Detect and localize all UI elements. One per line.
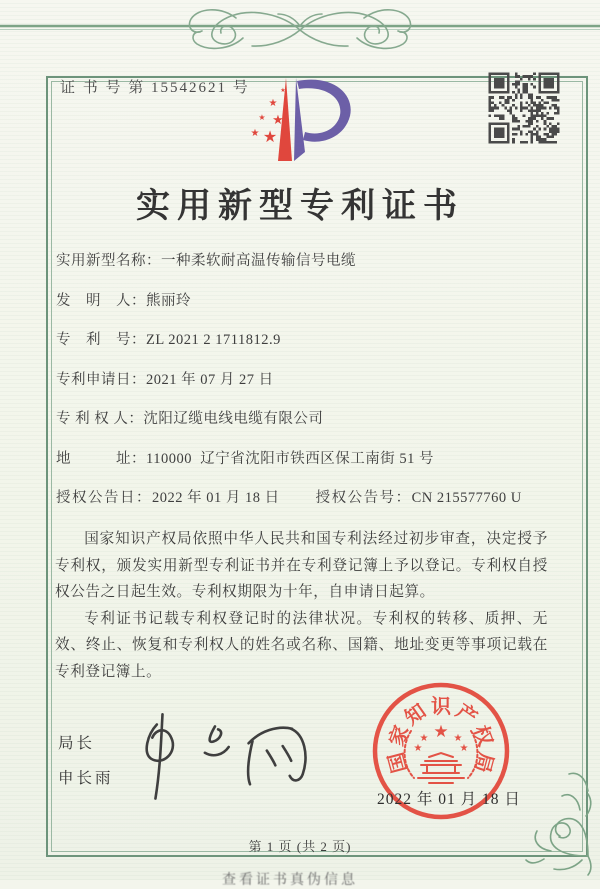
svg-text:★: ★: [453, 733, 463, 744]
seal-char: 识: [431, 696, 451, 718]
svg-text:★: ★: [419, 733, 429, 744]
field-value: ZL 2021 2 1711812.9: [146, 332, 281, 348]
seal-char: 家: [385, 722, 414, 750]
svg-text:★: ★: [262, 127, 278, 146]
field-label: 专 利 权 人：: [56, 411, 144, 427]
field-row-patentee: [56, 407, 561, 433]
field-label: 地 址：: [56, 450, 146, 467]
legal-paragraph-1: 国家知识产权局依照中华人民共和国专利法经过初步审查，决定授予专利权，颁发实用新型专利证书并在专利登记簿上予以登记。专利权自授权公告之日起生效。专利权期限为十年，自申请日起算。: [55, 531, 548, 600]
field-row-inventor: [56, 289, 561, 315]
grant-number-value: CN 215577760 U: [411, 490, 522, 506]
svg-text:★: ★: [280, 87, 286, 94]
director-title: 局长: [58, 735, 96, 752]
seal-char: 国: [385, 749, 412, 775]
seal-char: 知: [401, 700, 431, 730]
issue-date: 2022 年 01 月 18 日: [377, 791, 521, 808]
page-number: 第 1 页 (共 2 页): [248, 839, 352, 854]
field-value: 熊丽玲: [146, 292, 191, 309]
seal-char: 局: [470, 749, 497, 775]
qr-code: [486, 70, 562, 146]
national-emblem: [405, 722, 478, 783]
svg-text:★: ★: [433, 722, 449, 742]
top-flourish-ornament: [0, 2, 600, 54]
cnipa-logo: [233, 74, 365, 170]
svg-text:★: ★: [250, 128, 260, 139]
svg-text:★: ★: [413, 743, 423, 754]
director-signature: [128, 706, 328, 806]
field-list: [56, 249, 561, 512]
field-row-filing-date: [56, 368, 561, 394]
svg-text:★: ★: [268, 98, 278, 109]
field-label: 专 利 号：: [56, 332, 146, 348]
field-row-name: [56, 249, 561, 275]
field-label: 专利申请日：: [56, 371, 146, 388]
next-page-text-fragment: 查看证书真伪信息: [222, 873, 358, 888]
field-label: 发 明 人：: [56, 292, 146, 309]
seal-char: 权: [468, 722, 497, 750]
legal-text-block: [55, 526, 548, 685]
field-label: 实用新型名称：: [56, 253, 161, 269]
field-value: 沈阳辽缆电线电缆有限公司: [143, 411, 324, 427]
certificate-title: 实用新型专利证书: [136, 188, 464, 225]
signoff-block: [58, 731, 114, 801]
field-value: 2021 年 07 月 27 日: [146, 371, 274, 388]
certificate-number: 证 书 号 第 15542621 号: [60, 80, 250, 96]
seal-char: 产: [451, 700, 481, 730]
field-row-grant: [56, 486, 561, 512]
svg-text:★: ★: [258, 113, 266, 122]
grant-date-label: 授权公告日：: [56, 490, 152, 506]
svg-text:★: ★: [272, 113, 284, 128]
legal-paragraph-2: 专利证书记载专利权登记时的法律状况。专利权的转移、质押、无效、终止、恢复和专利权人的姓名或名称、国籍、地址变更等事项记载在专利登记簿上。: [55, 610, 548, 680]
field-row-address: [56, 447, 561, 473]
director-name: 申长雨: [58, 770, 114, 787]
svg-text:★: ★: [459, 743, 469, 754]
grant-date-value: 2022 年 01 月 18 日: [152, 490, 280, 506]
corner-flourish-ornament: [496, 756, 600, 876]
grant-number-label: 授权公告号：: [315, 490, 412, 506]
field-value: 一种柔软耐高温传输信号电缆: [161, 253, 356, 269]
field-value: 110000 辽宁省沈阳市铁西区保工南街 51 号: [146, 450, 434, 467]
field-row-patent-number: [56, 328, 561, 354]
